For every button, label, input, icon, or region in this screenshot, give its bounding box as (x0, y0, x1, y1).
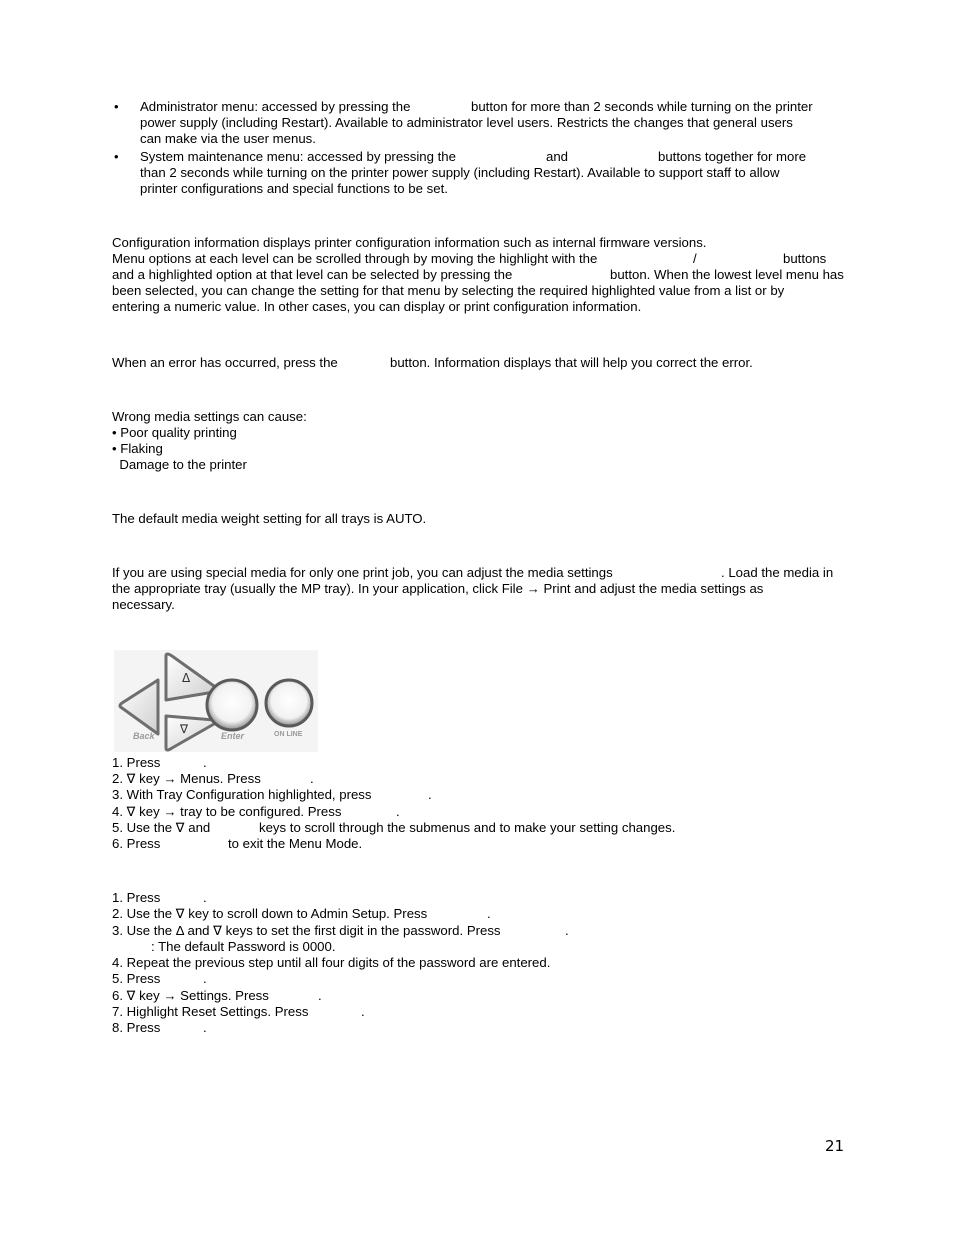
maint-menu-text-2: than 2 seconds while turning on the printer power supply (including Restart). Available to support staff to allow (140, 165, 780, 180)
wrong-media-item: • Poor quality printing (112, 425, 237, 440)
control-panel-image (114, 650, 318, 752)
bullet-dot: • (114, 149, 119, 164)
page-number: 21 (825, 1137, 845, 1155)
tray-step: 4. ∇ key → tray to be configured. Press (112, 804, 342, 819)
enter-label: Enter (221, 731, 245, 741)
admin-menu-text-cont: button for more than 2 seconds while turning on the printer (471, 99, 813, 114)
reset-step: 4. Repeat the previous step until all four digits of the password are entered. (112, 955, 551, 970)
reset-step-end: . (361, 1004, 365, 1019)
error-text: When an error has occurred, press the (112, 355, 338, 370)
tray-step-end: . (203, 755, 207, 770)
special-media-text-1-cont: . Load the media in (721, 565, 834, 580)
special-media-text-2: the appropriate tray (usually the MP tray). In your application, click File → Print and adjust the media settings as (112, 581, 764, 596)
reset-step: 8. Press (112, 1020, 161, 1035)
tray-step: 6. Press (112, 836, 161, 851)
wrong-media-intro: Wrong media settings can cause: (112, 409, 307, 424)
tray-step-end: . (428, 787, 432, 802)
reset-step: 6. ∇ key → Settings. Press (112, 988, 269, 1003)
maint-menu-text-cont: buttons together for more (658, 149, 807, 164)
reset-step: 5. Press (112, 971, 161, 986)
tray-step-end: keys to scroll through the submenus and to make your setting changes. (259, 820, 676, 835)
reset-step-end: . (487, 906, 491, 921)
back-label: Back (133, 731, 155, 741)
online-label: ON LINE (274, 731, 303, 738)
tray-step-end: to exit the Menu Mode. (228, 836, 363, 851)
reset-step: 3. Use the Δ and ∇ keys to set the first digit in the password. Press (112, 923, 501, 938)
tray-step-end: . (310, 771, 314, 786)
wrong-media-item: Damage to the printer (112, 457, 247, 472)
config-text-1: Configuration information displays printer configuration information such as internal firmware versions. (112, 235, 707, 250)
special-media-text-3: necessary. (112, 597, 175, 612)
default-weight-text: The default media weight setting for all trays is AUTO. (112, 511, 427, 526)
online-button-icon (266, 680, 312, 726)
maint-menu-text: System maintenance menu: accessed by pressing the (140, 149, 456, 164)
enter-button-icon (207, 680, 257, 730)
reset-step-end: . (203, 890, 207, 905)
reset-step-end: . (565, 923, 569, 938)
reset-step-end: . (203, 971, 207, 986)
up-glyph: Δ (182, 671, 191, 685)
tray-step: 1. Press (112, 755, 161, 770)
special-media-text-1: If you are using special media for only one print job, you can adjust the media settings (112, 565, 613, 580)
reset-note: : The default Password is 0000. (151, 939, 336, 954)
reset-step-end: . (203, 1020, 207, 1035)
config-text-2: Menu options at each level can be scrolled through by moving the highlight with the (112, 251, 598, 266)
reset-step-end: . (318, 988, 322, 1003)
down-glyph: ∇ (180, 722, 189, 736)
config-text-3: and a highlighted option at that level can be selected by pressing the (112, 267, 513, 282)
config-text-5: entering a numeric value. In other cases, you can display or print configuration information. (112, 299, 642, 314)
admin-menu-text-2: power supply (including Restart). Available to administrator level users. Restricts the changes that general users (140, 115, 793, 130)
tray-step: 3. With Tray Configuration highlighted, press (112, 787, 372, 802)
config-text-3-cont: button. When the lowest level menu has (610, 267, 844, 282)
admin-menu-text: Administrator menu: accessed by pressing the (140, 99, 411, 114)
config-buttons: buttons (783, 251, 827, 266)
reset-step: 7. Highlight Reset Settings. Press (112, 1004, 309, 1019)
config-slash: / (693, 251, 697, 266)
wrong-media-item: • Flaking (112, 441, 163, 456)
error-text-cont: button. Information displays that will help you correct the error. (390, 355, 753, 370)
tray-step: 2. ∇ key → Menus. Press (112, 771, 261, 786)
tray-step-end: . (396, 804, 400, 819)
maint-menu-text-3: printer configurations and special functions to be set. (140, 181, 448, 196)
admin-menu-text-3: can make via the user menus. (140, 131, 316, 146)
reset-step: 1. Press (112, 890, 161, 905)
tray-step: 5. Use the ∇ and (112, 820, 211, 835)
reset-step: 2. Use the ∇ key to scroll down to Admin Setup. Press (112, 906, 428, 921)
maint-menu-and: and (546, 149, 569, 164)
config-text-4: been selected, you can change the setting for that menu by selecting the required highlighted value from a list or by (112, 283, 785, 298)
bullet-dot: • (114, 99, 119, 114)
